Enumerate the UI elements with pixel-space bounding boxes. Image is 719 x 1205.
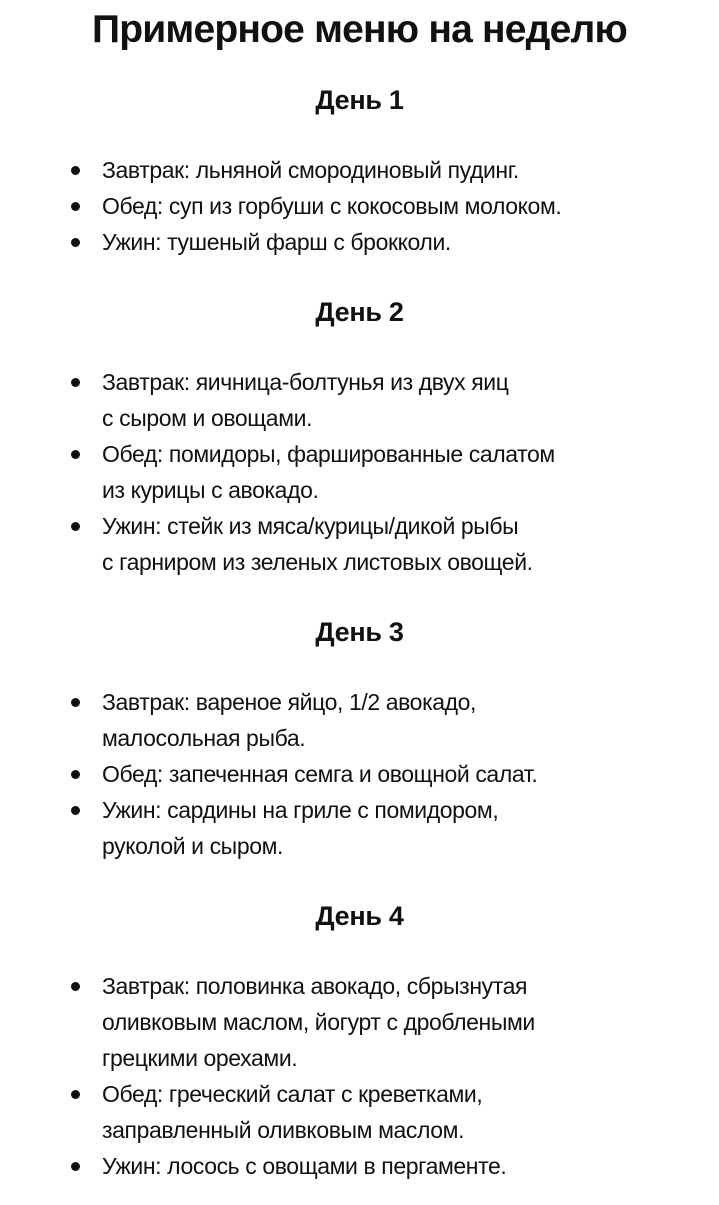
meal-text-line: с гарниром из зеленых листовых овощей. <box>102 549 533 575</box>
day-heading: День 4 <box>315 901 404 931</box>
meal-text-line: Завтрак: вареное яйцо, 1/2 авокадо, <box>102 689 477 715</box>
meal-list-item <box>0 1148 719 1184</box>
page-title: Примерное меню на неделю <box>92 8 627 51</box>
meal-text-line: Ужин: тушеный фарш с брокколи. <box>102 229 451 255</box>
meal-text-line: Обед: запеченная семга и овощной салат. <box>102 761 538 787</box>
bullet-icon <box>71 982 80 991</box>
meal-text-line: Ужин: сардины на гриле с помидором, <box>102 797 499 823</box>
meal-list-item <box>0 508 719 580</box>
meal-text-line: с сыром и овощами. <box>102 405 313 431</box>
meal-list-item <box>0 684 719 756</box>
meal-list-item <box>0 1076 719 1148</box>
bullet-icon <box>71 1162 80 1171</box>
meal-list-item <box>0 756 719 792</box>
bullet-icon <box>71 698 80 707</box>
bullet-icon <box>71 806 80 815</box>
menu-days <box>0 80 719 1184</box>
meal-text-line: Ужин: лосось с овощами в пергаменте. <box>102 1153 507 1179</box>
meal-text-line: грецкими орехами. <box>102 1045 298 1071</box>
day-heading: День 1 <box>315 85 404 115</box>
bullet-icon <box>71 450 80 459</box>
meal-text-line: оливковым маслом, йогурт с дроблеными <box>102 1009 535 1035</box>
bullet-icon <box>71 1090 80 1099</box>
meal-list <box>0 152 719 260</box>
day-section <box>0 612 719 864</box>
meal-text-line: Обед: греческий салат с креветками, <box>102 1081 483 1107</box>
meal-text-line: заправленный оливковым маслом. <box>102 1117 465 1143</box>
meal-list <box>0 364 719 580</box>
meal-text-line: Завтрак: льняной смородиновый пудинг. <box>102 157 519 183</box>
meal-text-line: руколой и сыром. <box>102 833 284 859</box>
day-section <box>0 80 719 260</box>
meal-list-item <box>0 436 719 508</box>
day-section <box>0 896 719 1184</box>
meal-list <box>0 968 719 1184</box>
meal-text-line: малосольная рыба. <box>102 725 306 751</box>
meal-text-line: Ужин: стейк из мяса/курицы/дикой рыбы <box>102 513 519 539</box>
bullet-icon <box>71 378 80 387</box>
day-heading: День 2 <box>315 297 404 327</box>
day-heading: День 3 <box>315 617 404 647</box>
bullet-icon <box>71 522 80 531</box>
day-section <box>0 292 719 580</box>
bullet-icon <box>71 238 80 247</box>
meal-list-item <box>0 968 719 1076</box>
bullet-icon <box>71 770 80 779</box>
bullet-icon <box>71 202 80 211</box>
meal-text-line: Завтрак: яичница-болтунья из двух яиц <box>102 369 509 395</box>
meal-list-item <box>0 364 719 436</box>
meal-list-item <box>0 792 719 864</box>
meal-text-line: Завтрак: половинка авокадо, сбрызнутая <box>102 973 528 999</box>
meal-list-item <box>0 152 719 188</box>
meal-list <box>0 684 719 864</box>
meal-list-item <box>0 224 719 260</box>
meal-text-line: Обед: помидоры, фаршированные салатом <box>102 441 555 467</box>
meal-list-item <box>0 188 719 224</box>
bullet-icon <box>71 166 80 175</box>
meal-text-line: Обед: суп из горбуши с кокосовым молоком. <box>102 193 562 219</box>
meal-text-line: из курицы с авокадо. <box>102 477 319 503</box>
